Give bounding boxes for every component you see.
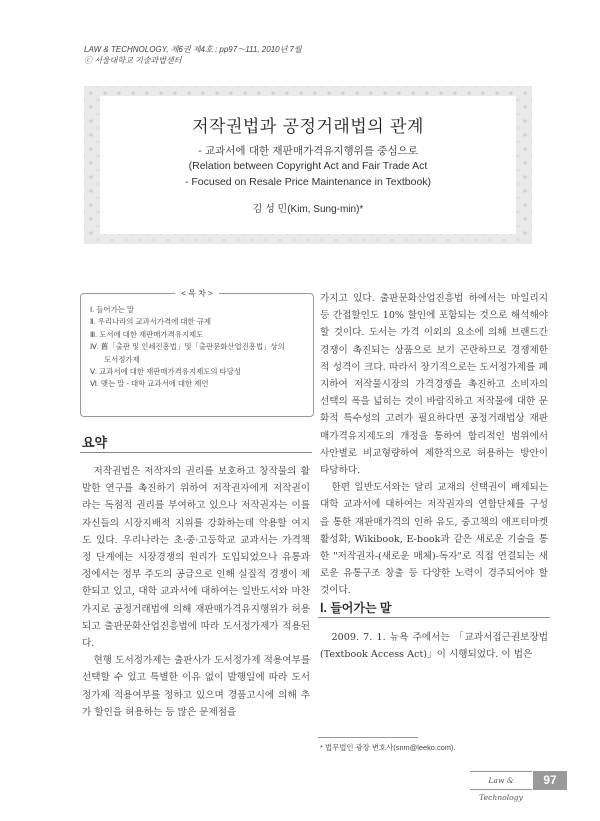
english-title-line-2: - Focused on Resale Price Maintenance in Textbook)	[184, 176, 432, 188]
abstract-paragraph: 한편 일반도서와는 달리 교재의 선택권이 배제되는 대학 교과서에 대하여는 저작권자의 연합단체를 구성을 통한 재판매가격의 인하 유도, 중고책의 애프터마켓 활성화, Wikibook, E-book과 같은 새로운 기술을 통한 "저작권자-(새로운 매체)-독자"로 직접 연결되는 새로운 유통구조 창출 등 다양한 노력이 경주되어야 할 것이다.	[320, 482, 548, 597]
intro-paragraph: 2009. 7. 1. 뉴욕 주에서는 「교과서접근권보장법(Textbook Access Act)」이 시행되었다. 이 법은	[320, 632, 548, 661]
title-block	[100, 96, 516, 234]
toc-item: Ⅵ. 맺는 말 - 대학 교과서에 대한 제언	[90, 379, 209, 389]
toc-title: < 목 차 >	[81, 288, 313, 299]
toc-item: 도서정가제	[104, 354, 140, 364]
intro-column	[320, 629, 548, 663]
footnote: * 법무법인 광장 변호사(snm@leeko.com).	[320, 743, 456, 752]
journal-citation: LAW & TECHNOLOGY, 제6권 제4호 : pp97～111, 2010년 7월	[84, 45, 302, 54]
author: 김 성 민(Kim, Sung-min)*	[252, 204, 364, 215]
page-number: 97	[533, 771, 567, 790]
paper-title: 저작권법과 공정거래법의 관계	[192, 117, 424, 137]
abstract-heading: 요약	[82, 435, 108, 450]
abstract-column-right	[320, 290, 548, 600]
toc-item: Ⅴ. 교과서에 대한 재판매가격유지제도의 타당성	[90, 367, 241, 377]
toc-item: Ⅲ. 도서에 대한 재판매가격유지제도	[90, 329, 204, 339]
running-header	[84, 44, 302, 66]
section-heading-intro: Ⅰ. 들어가는 말	[320, 601, 392, 615]
abstract-paragraph: 저작권법은 저작자의 권리를 보호하고 창작물의 활발한 연구를 촉진하기 위하여 저작권자에게 저작권이라는 독점적 권리를 부여하고 있으나 저작권자는 이를 자신들의 시장지배적 지위를 강화하는데 악용할 여지도 있다. 우리나라는 초·중·고등학교 교과서는 가격책정 단계에는 시장경쟁의 원리가 도입되었으나 유통과정에서는 정부 주도의 공급으로 인해 실질적 경쟁이 제한되고 있고, 대학 교과서에 대하여는 일반도서와 마찬가지로 공정거래법에 의해 재판매가격유지행위가 허용되고 출판문화산업진흥법에 따라 도서정가제가 적용된다.	[82, 466, 310, 650]
toc-item: Ⅰ. 들어가는 말	[90, 305, 135, 314]
abstract-paragraph: 현행 도서정가제는 출판사가 도서정가제 적용여부를 선택할 수 있고 특별한 이유 없이 발행일에 따라 도서정가제 적용여부를 정하고 있으며 경품고시에 의해 추가 할인을 허용하는 등 많은 문제점을	[82, 655, 310, 718]
footnote-rule	[318, 737, 418, 738]
footer-journal-name: Law & Technology	[470, 771, 532, 790]
toc-item: Ⅱ. 우리나라의 교과서가격에 대한 규제	[90, 317, 211, 327]
heading-rule	[318, 617, 550, 618]
toc-item: Ⅳ. 舊「출판 및 인쇄진흥법」및「출판문화산업진흥법」상의	[90, 342, 285, 352]
paper-subtitle: - 교과서에 대한 재판매가격유지행위를 중심으로	[198, 145, 418, 157]
abstract-column-left	[82, 463, 310, 721]
table-of-contents	[80, 289, 314, 417]
english-title-line-1: (Relation between Copyright Act and Fair Trade Act	[188, 160, 428, 172]
copyright-line: ⓒ 서울대학교 기술과법센터	[84, 56, 182, 65]
abstract-paragraph: 가지고 있다. 출판문화산업진흥법 하에서는 마일리지 등 간접할인도 10% 할인에 포함되는 것으로 해석해야 할 것이다. 도서는 가격 이외의 요소에 의해 브랜드간 경쟁이 촉진되는 상품으로 보기 곤란하므로 경쟁제한적 성격이 크다. 따라서 장기적으로는 도서정가제를 폐지하여 저작물시장의 가격경쟁을 촉진하고 소비자의 선택의 폭을 넓히는 것이 바람직하고 저작물에 대한 문화적 특수성의 고려가 필요하다면 공정거래법상 재판매가격유지제도의 개정을 통하여 합리적인 범위에서 사안별로 비교형량하여 제한적으로 허용하는 방안이 타당하다.	[320, 293, 548, 477]
heading-rule	[80, 452, 312, 453]
